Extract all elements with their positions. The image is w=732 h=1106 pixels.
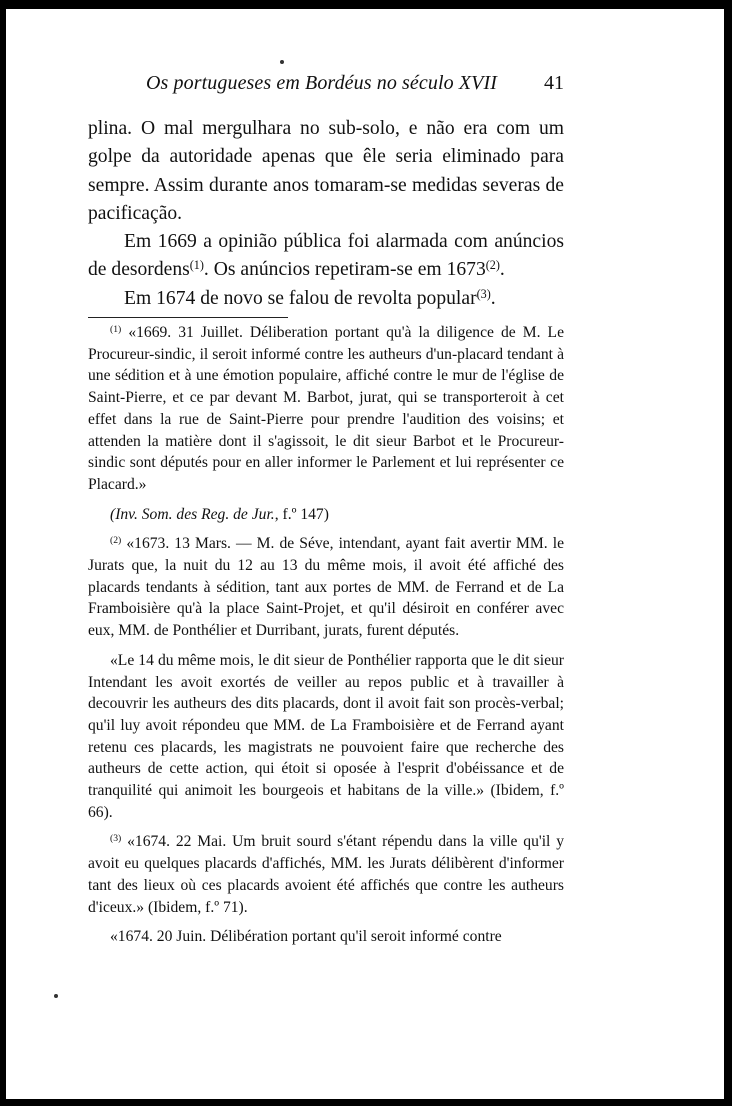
running-header [146,72,564,98]
footnote-ref-1: (1) [189,258,204,273]
footnote-3: $^{(3)}$ «1674. 22 Mai. Um bruit sourd s'étant répendu dans la ville qu'il y avoit eu quelques placards d'affichés, MM. les Jurats délibèrent d'informer tant des lieux où ces placards avoient été affichés que contre les autheurs d'iceux.» (Ibidem, f.º 71). [88,833,564,916]
paragraph-3: Em 1674 de novo se falou de revolta popular$^{(3)}$. [124,286,496,309]
footnote-2-continuation: «Le 14 du même mois, le dit sieur de Ponthélier rapporta que le dit sieur Intendant les avoit exortés de veiller au repos public et à travailler à decouvrir les autheurs des dits placards, dont il avoit fait son procès-verbal; qu'il luy avoit répondeu que MM. de La Framboisière et de Ferrand ayant retenu ces placards, les magistrats ne pouvoient faire que recherche des autheurs de cette action, qui étoit si oposée à l'esprit d'obéissance et de tranquilité qui animoit les bourgeois et habitans de la ville.» (Ibidem, f.º 66). [88,651,564,821]
footnote-ref-3: (3) [476,286,491,301]
paragraph-2: Em 1669 a opinião pública foi alarmada com anúncios de desordens$^{(1)}$. Os anúncios repetiram-se em 1673$^{(2)}$. [88,231,564,281]
footnotes [88,322,564,948]
running-title: Os portugueses em Bordéus no século XVII [146,72,497,94]
footnote-separator [88,317,288,318]
footnote-1-citation: (Inv. Som. des Reg. de Jur., f.º 147) [110,505,329,523]
footnote-mark-2: (2) [110,535,122,547]
book-page [88,0,564,1106]
footnote-1: $^{(1)}$ «1669. 31 Juillet. Déliberation portant qu'à la diligence de M. Le Procureur-sindic, il seroit informé contre les autheurs d'un-placard tendant à une sédition et à une émotion populaire, affiché contre le mur de l'église de Saint-Pierre, et ce par devant M. Barbot, jurat, qui se transporteroit à cet effet dans la rue de Saint-Pierre pour prendre l'audition des voisins; et attenden la matière dont il s'agissoit, le dit sieur Barbot et le Procureur-sindic sont députés pour en aller informer le Parlement et lui représenter ce Placard.» [88,324,564,493]
paragraph-1: plina. O mal mergulhara no sub-solo, e não era com um golpe da autoridade apenas que êle seria eliminado para sempre. Assim durante anos tomaram-se medidas severas de pacificação. [88,118,564,224]
footnote-ref-2: (2) [485,258,500,273]
scan-speck [54,994,58,998]
footnote-2: $^{(2)}$ «1673. 13 Mars. — M. de Séve, intendant, ayant fait avertir MM. le Jurats que, la nuit du 12 au 13 du même mois, il avoit été affiché des placards tendants à sédition, tant aux portes de MM. de Ferrand et de La Framboisière qu'à la place Saint-Projet, et qu'il désiroit en conférer avec eux, MM. de Ponthélier et Durribant, jurats, furent députés. [88,535,564,640]
scan-speck [280,60,284,64]
main-text [88,115,564,313]
footnote-mark-1: (1) [110,324,122,336]
page-number: 41 [544,72,564,94]
footnote-3-continuation: «1674. 20 Juin. Délibération portant qu'il seroit informé contre [110,928,502,946]
footnote-mark-3: (3) [110,833,122,845]
